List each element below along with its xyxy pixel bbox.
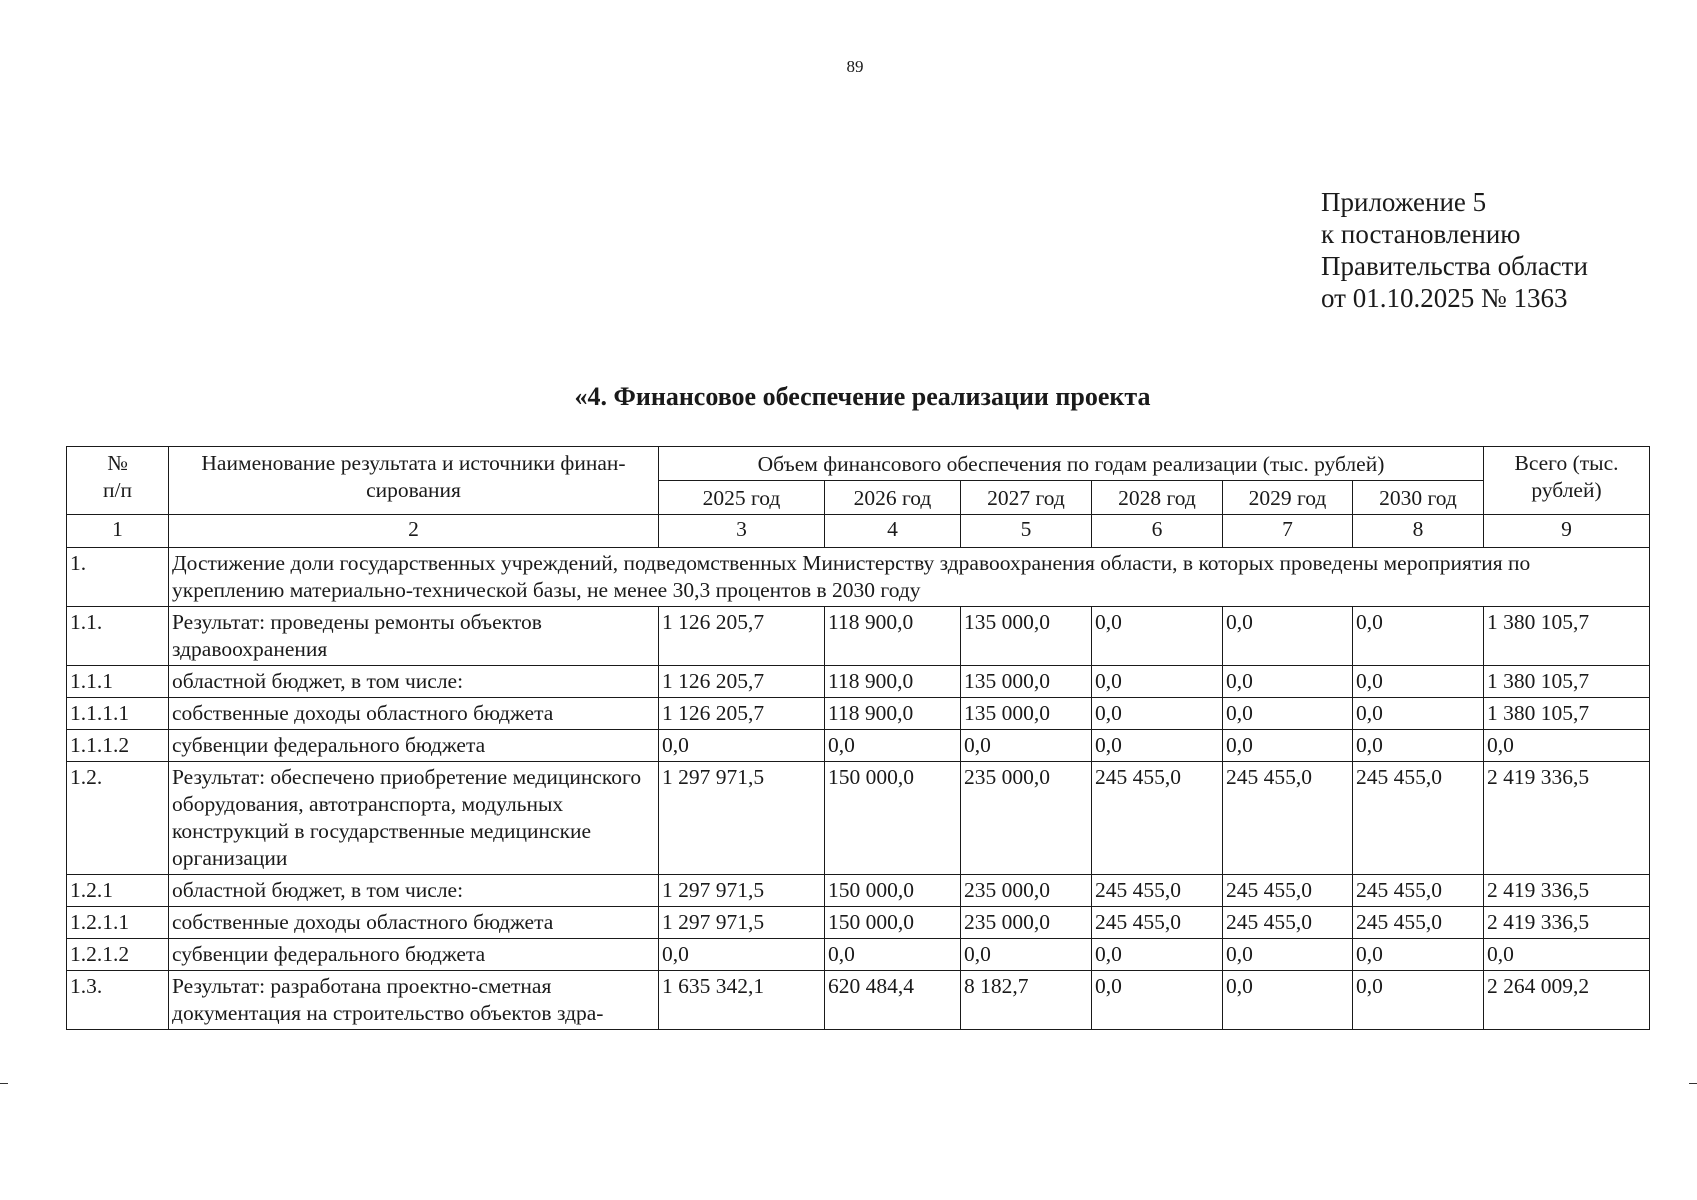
row-total: 0,0 bbox=[1484, 730, 1650, 762]
row-name: Результат: разработана проектно-сметная документация на строительство объектов здра- bbox=[169, 971, 659, 1030]
row-number: 1.2.1 bbox=[67, 875, 169, 907]
value-2027: 135 000,0 bbox=[961, 607, 1092, 666]
column-number: 9 bbox=[1484, 515, 1650, 548]
value-2029: 0,0 bbox=[1223, 730, 1353, 762]
header-year: 2026 год bbox=[825, 481, 961, 515]
value-2027: 235 000,0 bbox=[961, 875, 1092, 907]
row-name: субвенции федерального бюджета bbox=[169, 730, 659, 762]
row-total: 1 380 105,7 bbox=[1484, 666, 1650, 698]
value-2026: 118 900,0 bbox=[825, 607, 961, 666]
column-number: 4 bbox=[825, 515, 961, 548]
row-total: 1 380 105,7 bbox=[1484, 607, 1650, 666]
value-2028: 0,0 bbox=[1092, 698, 1223, 730]
row-name: областной бюджет, в том числе: bbox=[169, 666, 659, 698]
value-2029: 0,0 bbox=[1223, 939, 1353, 971]
column-number: 6 bbox=[1092, 515, 1223, 548]
value-2025: 1 297 971,5 bbox=[659, 762, 825, 875]
column-number: 1 bbox=[67, 515, 169, 548]
table-row bbox=[67, 875, 1650, 907]
header-year: 2028 год bbox=[1092, 481, 1223, 515]
appendix-line: от 01.10.2025 № 1363 bbox=[1321, 283, 1568, 313]
value-2029: 0,0 bbox=[1223, 607, 1353, 666]
value-2030: 0,0 bbox=[1353, 607, 1484, 666]
value-2029: 245 455,0 bbox=[1223, 907, 1353, 939]
header-year: 2027 год bbox=[961, 481, 1092, 515]
value-2025: 1 126 205,7 bbox=[659, 607, 825, 666]
value-2028: 0,0 bbox=[1092, 730, 1223, 762]
value-2028: 0,0 bbox=[1092, 666, 1223, 698]
table-row bbox=[67, 762, 1650, 875]
appendix-line: к постановлению bbox=[1321, 219, 1521, 249]
row-number: 1.1.1.1 bbox=[67, 698, 169, 730]
value-2030: 0,0 bbox=[1353, 730, 1484, 762]
value-2030: 245 455,0 bbox=[1353, 762, 1484, 875]
column-number: 2 bbox=[169, 515, 659, 548]
value-2029: 245 455,0 bbox=[1223, 875, 1353, 907]
value-2027: 135 000,0 bbox=[961, 698, 1092, 730]
value-2030: 0,0 bbox=[1353, 698, 1484, 730]
value-2029: 0,0 bbox=[1223, 666, 1353, 698]
section-title: «4. Финансовое обеспечение реализации проекта bbox=[574, 382, 1151, 411]
header-year: 2029 год bbox=[1223, 481, 1353, 515]
table-row bbox=[67, 907, 1650, 939]
value-2026: 150 000,0 bbox=[825, 907, 961, 939]
row-name: Результат: проведены ремонты объектов здравоохранения bbox=[169, 607, 659, 666]
row-number: 1.2.1.1 bbox=[67, 907, 169, 939]
value-2026: 150 000,0 bbox=[825, 875, 961, 907]
value-2026: 150 000,0 bbox=[825, 762, 961, 875]
value-2030: 0,0 bbox=[1353, 939, 1484, 971]
edge-mark bbox=[0, 1083, 8, 1084]
value-2025: 1 297 971,5 bbox=[659, 875, 825, 907]
row-total: 2 419 336,5 bbox=[1484, 907, 1650, 939]
value-2026: 620 484,4 bbox=[825, 971, 961, 1030]
header-year: 2030 год bbox=[1353, 481, 1484, 515]
appendix-line: Правительства области bbox=[1321, 251, 1588, 281]
header-number bbox=[67, 447, 169, 515]
row-name: субвенции федерального бюджета bbox=[169, 939, 659, 971]
table-row bbox=[67, 730, 1650, 762]
header-number-line: п/п bbox=[103, 478, 132, 502]
value-2025: 1 297 971,5 bbox=[659, 907, 825, 939]
column-number: 8 bbox=[1353, 515, 1484, 548]
value-2025: 0,0 bbox=[659, 730, 825, 762]
value-2025: 1 126 205,7 bbox=[659, 698, 825, 730]
row-name: областной бюджет, в том числе: bbox=[169, 875, 659, 907]
table-row bbox=[67, 939, 1650, 971]
value-2030: 0,0 bbox=[1353, 971, 1484, 1030]
page-number: 89 bbox=[846, 57, 864, 76]
row-total: 2 419 336,5 bbox=[1484, 762, 1650, 875]
value-2026: 0,0 bbox=[825, 939, 961, 971]
row-total: 1 380 105,7 bbox=[1484, 698, 1650, 730]
row-name: собственные доходы областного бюджета bbox=[169, 907, 659, 939]
row-number: 1.3. bbox=[67, 971, 169, 1030]
value-2027: 8 182,7 bbox=[961, 971, 1092, 1030]
header-name: Наименование результата и источники финан- сирования bbox=[169, 447, 659, 515]
row-name: Результат: обеспечено приобретение медицинского оборудования, автотранспорта, модульных конструкций в государственные медицинские организации bbox=[169, 762, 659, 875]
appendix-reference bbox=[1321, 186, 1588, 314]
value-2027: 235 000,0 bbox=[961, 907, 1092, 939]
value-2030: 0,0 bbox=[1353, 666, 1484, 698]
row-total: 2 419 336,5 bbox=[1484, 875, 1650, 907]
value-2030: 245 455,0 bbox=[1353, 907, 1484, 939]
header-total: Всего (тыс. рублей) bbox=[1484, 447, 1650, 515]
value-2028: 0,0 bbox=[1092, 607, 1223, 666]
value-2030: 245 455,0 bbox=[1353, 875, 1484, 907]
row-total: 0,0 bbox=[1484, 939, 1650, 971]
value-2028: 0,0 bbox=[1092, 939, 1223, 971]
header-volume: Объем финансового обеспечения по годам реализации (тыс. рублей) bbox=[659, 447, 1484, 481]
table-row bbox=[67, 607, 1650, 666]
row-number: 1.2.1.2 bbox=[67, 939, 169, 971]
value-2026: 118 900,0 bbox=[825, 698, 961, 730]
row-total: 2 264 009,2 bbox=[1484, 971, 1650, 1030]
goal-row bbox=[67, 548, 1650, 607]
value-2029: 0,0 bbox=[1223, 971, 1353, 1030]
value-2027: 135 000,0 bbox=[961, 666, 1092, 698]
column-number: 5 bbox=[961, 515, 1092, 548]
value-2025: 1 635 342,1 bbox=[659, 971, 825, 1030]
table-row bbox=[67, 971, 1650, 1030]
value-2028: 0,0 bbox=[1092, 971, 1223, 1030]
value-2028: 245 455,0 bbox=[1092, 875, 1223, 907]
table-row bbox=[67, 698, 1650, 730]
goal-number: 1. bbox=[67, 548, 169, 607]
header-number-line: № bbox=[107, 451, 128, 475]
financing-table bbox=[66, 446, 1650, 1030]
row-number: 1.2. bbox=[67, 762, 169, 875]
value-2029: 0,0 bbox=[1223, 698, 1353, 730]
goal-text: Достижение доли государственных учреждений, подведомственных Министерству здравоохранения области, в которых проведены мероприятия по укреплению материально-технической базы, не менее 30,3 процентов в 2030 году bbox=[169, 548, 1650, 607]
header-year: 2025 год bbox=[659, 481, 825, 515]
value-2028: 245 455,0 bbox=[1092, 762, 1223, 875]
value-2025: 0,0 bbox=[659, 939, 825, 971]
value-2027: 0,0 bbox=[961, 730, 1092, 762]
table-row bbox=[67, 666, 1650, 698]
value-2028: 245 455,0 bbox=[1092, 907, 1223, 939]
row-number: 1.1.1 bbox=[67, 666, 169, 698]
row-number: 1.1.1.2 bbox=[67, 730, 169, 762]
edge-mark bbox=[1689, 1083, 1697, 1084]
value-2027: 0,0 bbox=[961, 939, 1092, 971]
row-name: собственные доходы областного бюджета bbox=[169, 698, 659, 730]
value-2029: 245 455,0 bbox=[1223, 762, 1353, 875]
column-number: 7 bbox=[1223, 515, 1353, 548]
row-number: 1.1. bbox=[67, 607, 169, 666]
value-2025: 1 126 205,7 bbox=[659, 666, 825, 698]
appendix-line: Приложение 5 bbox=[1321, 187, 1487, 217]
value-2026: 118 900,0 bbox=[825, 666, 961, 698]
value-2026: 0,0 bbox=[825, 730, 961, 762]
column-number: 3 bbox=[659, 515, 825, 548]
value-2027: 235 000,0 bbox=[961, 762, 1092, 875]
